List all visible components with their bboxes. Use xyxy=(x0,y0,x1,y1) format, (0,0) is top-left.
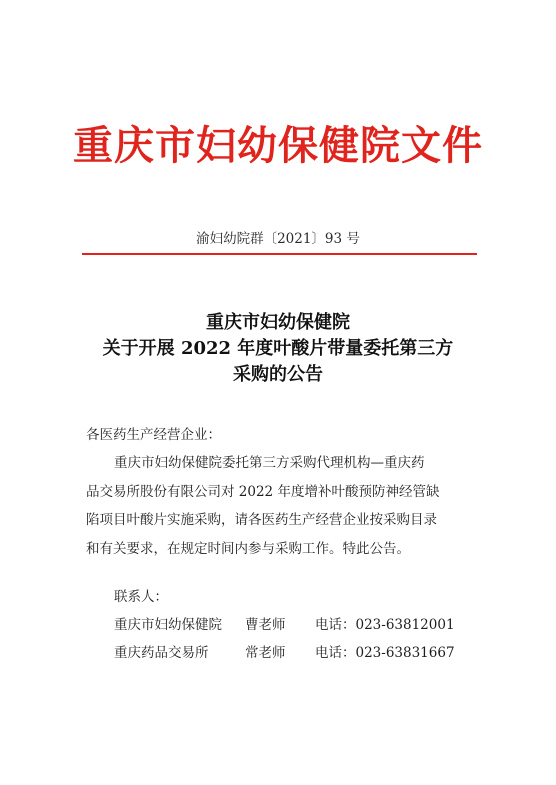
notice-title-line-2: 关于开展 2022 年度叶酸片带量委托第三方 xyxy=(102,338,454,359)
notice-title xyxy=(0,310,556,388)
contact-row xyxy=(114,639,474,667)
body-line-1: 重庆市妇幼保健院委托第三方采购代理机构—重庆药 xyxy=(114,455,425,471)
contact-org: 重庆市妇幼保健院 xyxy=(114,617,222,633)
notice-title-line-3: 采购的公告 xyxy=(233,364,323,385)
issuer-header-title: 重庆市妇幼保健院文件 xyxy=(73,122,483,169)
contacts-label: 联系人： xyxy=(114,589,168,605)
body-line-3: 陷项目叶酸片实施采购，请各医药生产经营企业按采购目录 xyxy=(86,512,437,528)
contact-phone: 电话：023-63812001 xyxy=(315,617,455,633)
notice-title-line-1: 重庆市妇幼保健院 xyxy=(206,312,350,333)
red-divider-line xyxy=(82,253,477,255)
contact-org: 重庆药品交易所 xyxy=(114,645,209,661)
contact-person: 曹老师 xyxy=(245,617,286,633)
body-line-2: 品交易所股份有限公司对 2022 年度增补叶酸预防神经管缺 xyxy=(86,483,440,500)
salutation: 各医药生产经营企业： xyxy=(86,427,221,443)
body-paragraph xyxy=(86,449,476,563)
document-number: 渝妇幼院群〔2021〕93 号 xyxy=(196,231,360,247)
contact-row xyxy=(114,611,474,639)
contact-person: 常老师 xyxy=(245,645,286,661)
contact-phone: 电话：023-63831667 xyxy=(315,645,455,661)
body-line-4: 和有关要求，在规定时间内参与采购工作。特此公告。 xyxy=(86,540,410,557)
contacts-block xyxy=(114,583,474,667)
